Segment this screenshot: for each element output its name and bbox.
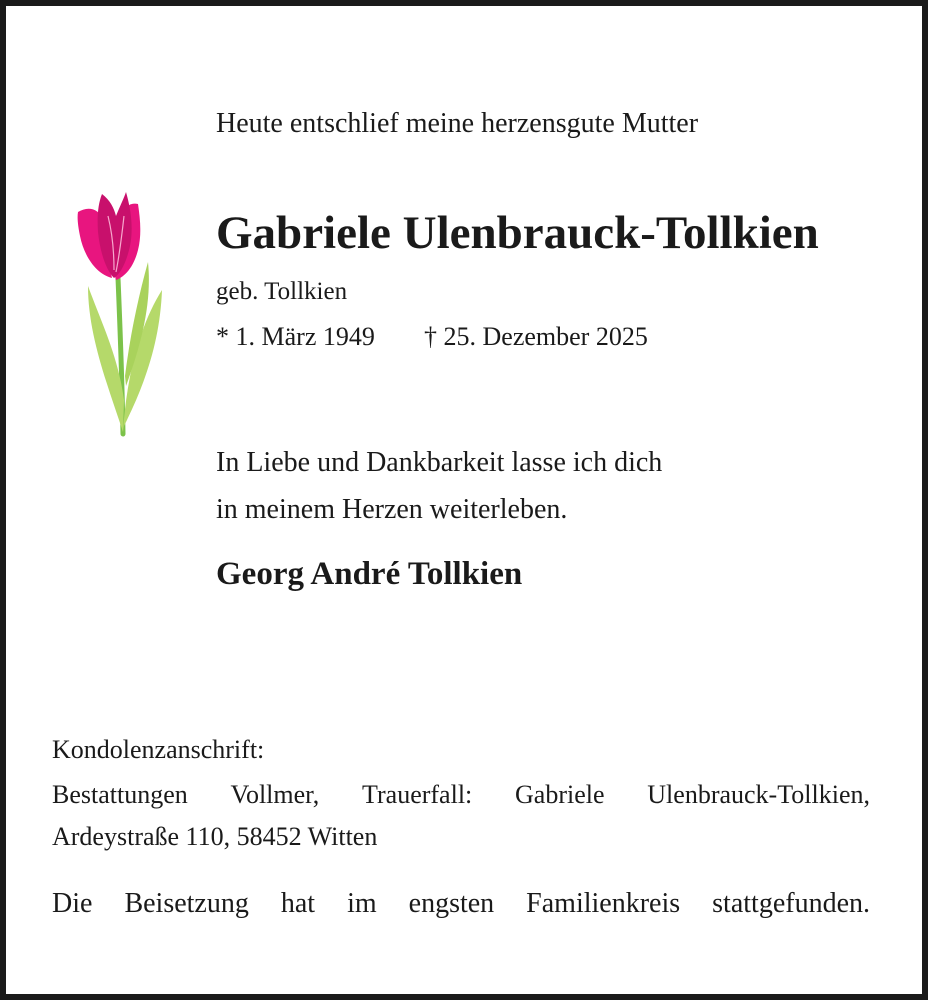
funeral-word: Familienkreis <box>526 888 681 919</box>
tulip-icon <box>68 186 172 438</box>
condolence-address-line-2: Ardeystraße 110, 58452 Witten <box>52 822 378 851</box>
address-word: Ulenbrauck-Tollkien, <box>647 780 870 809</box>
verse-line-2: in meinem Herzen weiterleben. <box>216 494 568 525</box>
funeral-word: im <box>347 888 377 919</box>
funeral-word: hat <box>280 888 316 919</box>
address-word: Gabriele <box>515 780 605 809</box>
maiden-name: geb. Tollkien <box>216 278 348 305</box>
birth-date: * 1. März 1949 <box>216 322 375 351</box>
funeral-word: stattgefunden. <box>712 888 870 919</box>
condolence-address-line-1 <box>52 782 870 808</box>
funeral-word: Die <box>52 888 93 919</box>
address-word: Vollmer, <box>230 780 320 809</box>
funeral-note <box>52 890 870 918</box>
condolence-label: Kondolenzanschrift: <box>52 735 265 764</box>
deceased-name: Gabriele Ulenbrauck-Tollkien <box>216 207 819 259</box>
address-word: Bestattungen <box>52 780 188 809</box>
address-word: Trauerfall: <box>362 780 473 809</box>
intro-text: Heute entschlief meine herzensgute Mutter <box>216 108 699 139</box>
signer-name: Georg André Tollkien <box>216 556 523 592</box>
death-date: † 25. Dezember 2025 <box>424 322 648 351</box>
funeral-word: engsten <box>408 888 495 919</box>
funeral-word: Beisetzung <box>124 888 249 919</box>
verse-line-1: In Liebe und Dankbarkeit lasse ich dich <box>216 447 663 478</box>
